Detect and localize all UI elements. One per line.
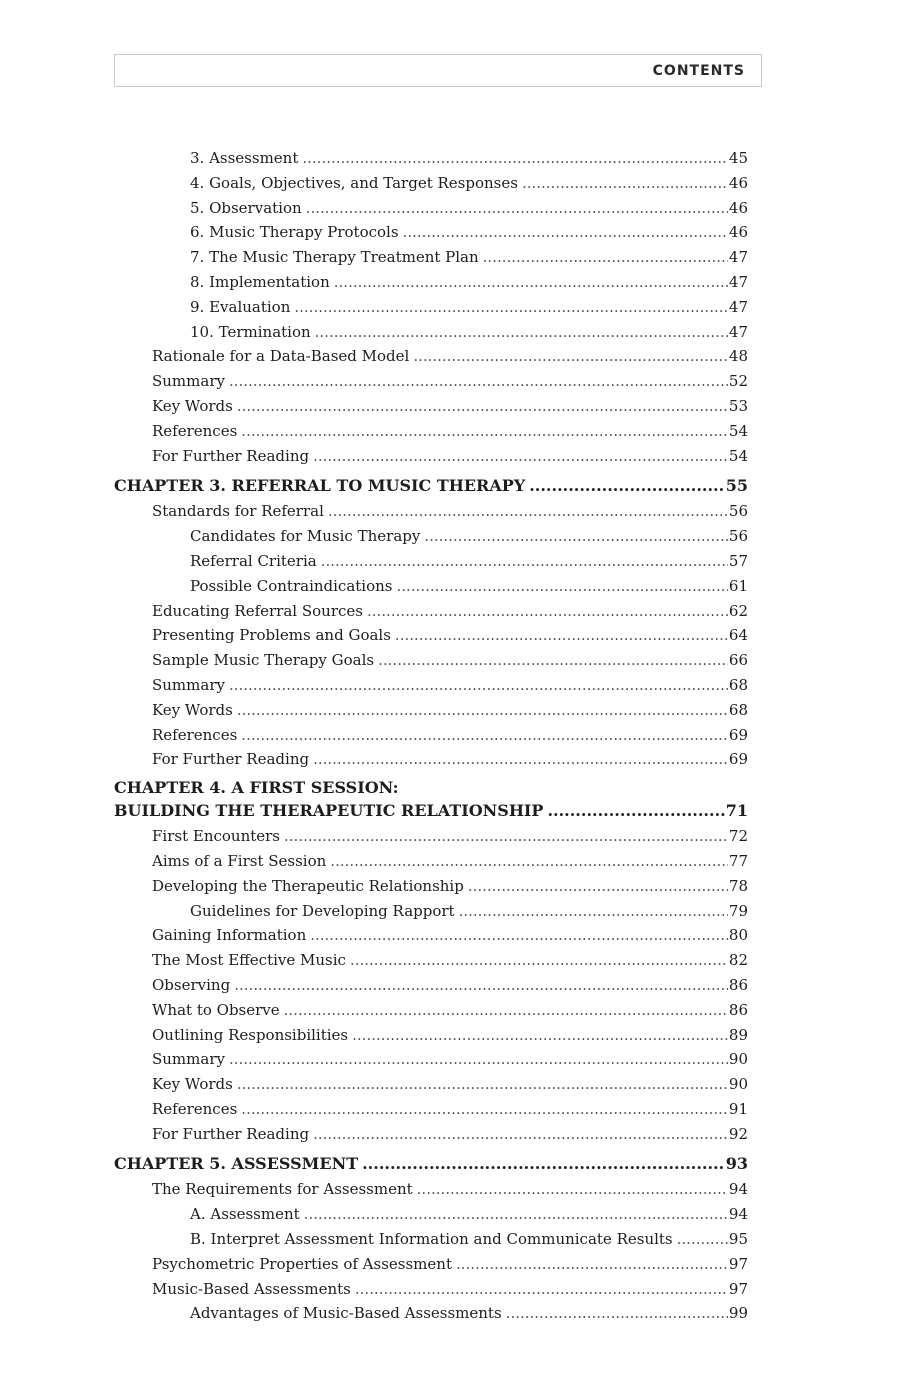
entry-title: 5. Observation bbox=[190, 198, 302, 217]
toc-entry[interactable] bbox=[114, 419, 748, 444]
page-number: 56 bbox=[728, 527, 748, 546]
page-number: 97 bbox=[728, 1254, 748, 1273]
toc-entry[interactable] bbox=[114, 549, 748, 574]
toc-section-chapter-5 bbox=[114, 1177, 748, 1326]
page-number: 53 bbox=[728, 396, 748, 415]
dot-leader bbox=[315, 320, 728, 345]
page-number: 62 bbox=[728, 601, 748, 620]
entry-title: References bbox=[152, 1099, 238, 1118]
entry-title: References bbox=[152, 421, 238, 440]
entry-title: Candidates for Music Therapy bbox=[190, 527, 421, 546]
dot-leader bbox=[459, 899, 728, 924]
toc-chapter-4[interactable] bbox=[114, 798, 748, 824]
dot-leader bbox=[306, 196, 728, 221]
toc-entry[interactable] bbox=[114, 648, 748, 673]
dot-leader bbox=[355, 1277, 728, 1302]
page-number: 78 bbox=[728, 876, 748, 895]
toc-entry[interactable] bbox=[114, 673, 748, 698]
dot-leader bbox=[241, 419, 728, 444]
page-number: 45 bbox=[728, 149, 748, 167]
entry-title: Key Words bbox=[152, 396, 233, 415]
page-number: 57 bbox=[728, 551, 748, 570]
entry-title: The Most Effective Music bbox=[152, 951, 346, 970]
entry-title: Possible Contraindications bbox=[190, 576, 393, 595]
toc-entry[interactable] bbox=[114, 1252, 748, 1277]
toc-entry[interactable] bbox=[114, 899, 748, 924]
toc-entry[interactable] bbox=[114, 723, 748, 748]
dot-leader bbox=[350, 948, 728, 973]
dot-leader bbox=[395, 623, 728, 648]
toc-section-chapter-3 bbox=[114, 499, 748, 772]
entry-title: 7. The Music Therapy Treatment Plan bbox=[190, 248, 479, 267]
dot-leader bbox=[483, 245, 728, 270]
page-number: 47 bbox=[728, 297, 748, 316]
toc-entry[interactable] bbox=[114, 948, 748, 973]
toc-entry[interactable] bbox=[114, 369, 748, 394]
entry-title: Developing the Therapeutic Relationship bbox=[152, 876, 464, 895]
entry-title: Summary bbox=[152, 372, 225, 391]
page-number: 86 bbox=[728, 975, 748, 994]
toc-entry[interactable] bbox=[114, 196, 748, 221]
toc-entry[interactable] bbox=[114, 824, 748, 849]
toc-entry[interactable] bbox=[114, 220, 748, 245]
toc-entry[interactable] bbox=[114, 270, 748, 295]
toc-entry[interactable] bbox=[114, 849, 748, 874]
dot-leader bbox=[529, 473, 725, 499]
toc-entry[interactable] bbox=[114, 320, 748, 345]
toc-entry[interactable] bbox=[114, 923, 748, 948]
page-number: 66 bbox=[728, 651, 748, 670]
toc-entry[interactable] bbox=[114, 146, 748, 171]
entry-title: Key Words bbox=[152, 1075, 233, 1094]
entry-title: Music-Based Assessments bbox=[152, 1279, 351, 1298]
toc-entry[interactable] bbox=[114, 344, 748, 369]
table-of-contents bbox=[114, 146, 748, 1326]
toc-entry[interactable] bbox=[114, 874, 748, 899]
page-number: 91 bbox=[728, 1099, 748, 1118]
page-number: 69 bbox=[728, 750, 748, 769]
page-number: 46 bbox=[728, 223, 748, 242]
toc-entry[interactable] bbox=[114, 1301, 748, 1326]
toc-entry[interactable] bbox=[114, 1277, 748, 1302]
entry-title: 4. Goals, Objectives, and Target Responses bbox=[190, 173, 518, 192]
dot-leader bbox=[321, 549, 728, 574]
page-number: 55 bbox=[725, 476, 748, 496]
entry-title: Key Words bbox=[152, 700, 233, 719]
dot-leader bbox=[241, 723, 728, 748]
page-number: 99 bbox=[728, 1304, 748, 1323]
dot-leader bbox=[229, 1047, 728, 1072]
dot-leader bbox=[284, 824, 728, 849]
dot-leader bbox=[403, 220, 728, 245]
toc-entry[interactable] bbox=[114, 1023, 748, 1048]
entry-title: Guidelines for Developing Rapport bbox=[190, 901, 455, 920]
toc-entry[interactable] bbox=[114, 747, 748, 772]
page-number: 61 bbox=[728, 576, 748, 595]
toc-chapter-3[interactable] bbox=[114, 473, 748, 499]
dot-leader bbox=[294, 295, 728, 320]
toc-entry[interactable] bbox=[114, 998, 748, 1023]
dot-leader bbox=[362, 1151, 725, 1177]
page-number: 72 bbox=[728, 827, 748, 846]
entry-title: 8. Implementation bbox=[190, 272, 330, 291]
page-number: 71 bbox=[725, 801, 748, 821]
entry-title: For Further Reading bbox=[152, 1124, 310, 1143]
toc-entry[interactable] bbox=[114, 1227, 748, 1252]
dot-leader bbox=[506, 1301, 728, 1326]
page-number: 86 bbox=[728, 1000, 748, 1019]
dot-leader bbox=[396, 574, 727, 599]
toc-entry[interactable] bbox=[114, 1047, 748, 1072]
page-number: 69 bbox=[728, 725, 748, 744]
page-number: 47 bbox=[728, 322, 748, 341]
entry-title: Summary bbox=[152, 675, 225, 694]
entry-title: First Encounters bbox=[152, 827, 281, 846]
entry-title: 3. Assessment bbox=[190, 149, 299, 167]
toc-section-chapter-2-tail bbox=[114, 146, 748, 468]
entry-title: References bbox=[152, 725, 238, 744]
dot-leader bbox=[328, 499, 728, 524]
page-number: 54 bbox=[728, 421, 748, 440]
toc-entry[interactable] bbox=[114, 698, 748, 723]
chapter-title: BUILDING THE THERAPEUTIC RELATIONSHIP bbox=[114, 801, 544, 821]
dot-leader bbox=[284, 998, 728, 1023]
dot-leader bbox=[310, 923, 728, 948]
chapter-title: CHAPTER 3. REFERRAL TO MUSIC THERAPY bbox=[114, 476, 526, 496]
entry-title: Educating Referral Sources bbox=[152, 601, 363, 620]
page-number: 54 bbox=[728, 446, 748, 465]
dot-leader bbox=[417, 1177, 728, 1202]
page-number: 68 bbox=[728, 700, 748, 719]
entry-title: What to Observe bbox=[152, 1000, 280, 1019]
dot-leader bbox=[237, 394, 728, 419]
entry-title: Standards for Referral bbox=[152, 502, 324, 521]
dot-leader bbox=[313, 747, 728, 772]
toc-section-chapter-4 bbox=[114, 824, 748, 1146]
dot-leader bbox=[237, 698, 728, 723]
entry-title: The Requirements for Assessment bbox=[152, 1180, 413, 1199]
header-title: CONTENTS bbox=[652, 63, 745, 79]
entry-title: For Further Reading bbox=[152, 750, 310, 769]
entry-title: Gaining Information bbox=[152, 926, 307, 945]
page-number: 82 bbox=[728, 951, 748, 970]
dot-leader bbox=[241, 1097, 728, 1122]
toc-entry[interactable] bbox=[114, 245, 748, 270]
page-number: 64 bbox=[728, 626, 748, 645]
entry-title: A. Assessment bbox=[190, 1205, 300, 1224]
entry-title: Presenting Problems and Goals bbox=[152, 626, 391, 645]
toc-entry[interactable] bbox=[114, 574, 748, 599]
dot-leader bbox=[547, 798, 724, 824]
entry-title: Observing bbox=[152, 975, 231, 994]
page-number: 94 bbox=[728, 1205, 748, 1224]
dot-leader bbox=[304, 1202, 728, 1227]
dot-leader bbox=[456, 1252, 728, 1277]
toc-chapter-4-title-line1[interactable]: CHAPTER 4. A FIRST SESSION: bbox=[114, 778, 399, 798]
entry-title: Aims of a First Session bbox=[152, 851, 327, 870]
dot-leader bbox=[330, 849, 728, 874]
page-number: 77 bbox=[728, 851, 748, 870]
page-number: 48 bbox=[728, 347, 748, 366]
entry-title: 9. Evaluation bbox=[190, 297, 291, 316]
dot-leader bbox=[522, 171, 728, 196]
page-number: 79 bbox=[728, 901, 748, 920]
entry-title: B. Interpret Assessment Information and Communicate Results bbox=[190, 1230, 673, 1249]
entry-title: Summary bbox=[152, 1050, 225, 1069]
toc-entry[interactable] bbox=[114, 1122, 748, 1147]
toc-entry[interactable] bbox=[114, 1177, 748, 1202]
page-number: 90 bbox=[728, 1050, 748, 1069]
dot-leader bbox=[302, 146, 728, 171]
entry-title: Psychometric Properties of Assessment bbox=[152, 1254, 452, 1273]
page-number: 47 bbox=[728, 248, 748, 267]
page-number: 46 bbox=[728, 173, 748, 192]
toc-entry[interactable] bbox=[114, 295, 748, 320]
dot-leader bbox=[229, 369, 728, 394]
dot-leader bbox=[468, 874, 728, 899]
toc-chapter-5[interactable] bbox=[114, 1151, 748, 1177]
toc-entry[interactable] bbox=[114, 524, 748, 549]
page-number: 56 bbox=[728, 502, 748, 521]
page-number: 93 bbox=[725, 1154, 748, 1174]
dot-leader bbox=[234, 973, 728, 998]
dot-leader bbox=[229, 673, 728, 698]
toc-entry[interactable] bbox=[114, 394, 748, 419]
dot-leader bbox=[334, 270, 728, 295]
entry-title: 10. Termination bbox=[190, 322, 311, 341]
page-number: 90 bbox=[728, 1075, 748, 1094]
entry-title: 6. Music Therapy Protocols bbox=[190, 223, 399, 242]
page-number: 80 bbox=[728, 926, 748, 945]
entry-title: Referral Criteria bbox=[190, 551, 317, 570]
toc-entry[interactable] bbox=[114, 599, 748, 624]
dot-leader bbox=[313, 1122, 728, 1147]
chapter-title: CHAPTER 5. ASSESSMENT bbox=[114, 1154, 359, 1174]
page-number: 97 bbox=[728, 1279, 748, 1298]
entry-title: Rationale for a Data-Based Model bbox=[152, 347, 410, 366]
toc-entry[interactable] bbox=[114, 1097, 748, 1122]
page-number: 47 bbox=[728, 272, 748, 291]
toc-entry[interactable] bbox=[114, 499, 748, 524]
dot-leader bbox=[237, 1072, 728, 1097]
entry-title: Advantages of Music-Based Assessments bbox=[190, 1304, 502, 1323]
page-number: 92 bbox=[728, 1124, 748, 1143]
toc-entry[interactable] bbox=[114, 444, 748, 469]
toc-entry[interactable] bbox=[114, 1202, 748, 1227]
page-number: 95 bbox=[728, 1230, 748, 1249]
page-number: 89 bbox=[728, 1025, 748, 1044]
page-number: 46 bbox=[728, 198, 748, 217]
page-number: 52 bbox=[728, 372, 748, 391]
dot-leader bbox=[413, 344, 728, 369]
dot-leader bbox=[378, 648, 728, 673]
toc-entry[interactable] bbox=[114, 171, 748, 196]
running-header bbox=[114, 54, 762, 87]
dot-leader bbox=[313, 444, 728, 469]
toc-entry[interactable] bbox=[114, 973, 748, 998]
page-number: 68 bbox=[728, 675, 748, 694]
entry-title: Sample Music Therapy Goals bbox=[152, 651, 375, 670]
dot-leader bbox=[677, 1227, 728, 1252]
toc-entry[interactable] bbox=[114, 1072, 748, 1097]
entry-title: For Further Reading bbox=[152, 446, 310, 465]
toc-entry[interactable] bbox=[114, 623, 748, 648]
dot-leader bbox=[367, 599, 728, 624]
dot-leader bbox=[424, 524, 728, 549]
page-number: 94 bbox=[728, 1180, 748, 1199]
entry-title: Outlining Responsibilities bbox=[152, 1025, 349, 1044]
dot-leader bbox=[352, 1023, 728, 1048]
